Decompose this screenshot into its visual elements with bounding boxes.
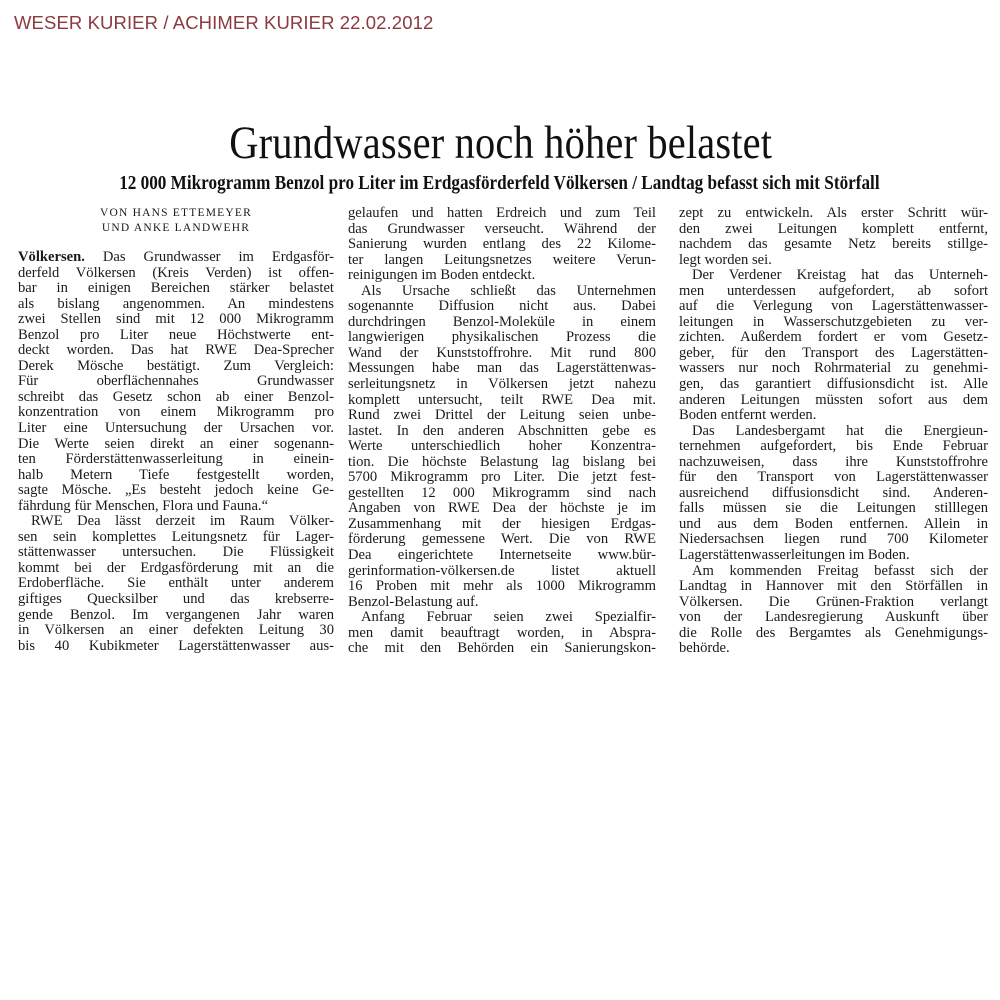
article-line: das Grundwasser verseucht. Während der <box>348 221 656 237</box>
article-line: Sanierung wurden entlang des 22 Kilome- <box>348 237 656 253</box>
article-line: von der Landesregierung Auskunft über <box>679 610 988 626</box>
article-line: konzentration von einem Mikrogramm pro <box>18 405 334 421</box>
article-line: Derek Mösche bestätigt. Zum Vergleich: <box>18 358 334 374</box>
article-line: legt worden sei. <box>679 252 772 268</box>
article-line: falls müssen sie die Leitungen stilllegen <box>679 501 988 517</box>
article-line: men damit beauftragt worden, in Abspra- <box>348 625 656 641</box>
article-line: und aus dem Boden entfernen. Allein in <box>679 516 988 532</box>
article-line: komplett untersucht, teilt RWE Dea mit. <box>348 392 656 408</box>
article-line: halb Metern Tiefe festgestellt worden, <box>18 467 334 483</box>
article-line: Völkersen. Die Grünen-Fraktion verlangt <box>679 594 988 610</box>
article-line: derfeld Völkersen (Kreis Verden) ist offen- <box>18 265 334 281</box>
article-line: Völkersen. Das Grundwasser im Erdgasför- <box>18 250 334 265</box>
article-line: förderung gemessene Wert. Die von RWE <box>348 532 656 548</box>
article-line: Der Verdener Kreistag hat das Unterneh- <box>692 268 988 284</box>
article-line: den zwei Leitungen komplett entfernt, <box>679 221 988 237</box>
article-line: che mit den Behörden ein Sanierungskon- <box>348 641 656 657</box>
article-line: Liter eine Untersuchung der Ursachen vor. <box>18 421 334 437</box>
article-line: die Rolle des Bergamtes als Genehmigungs- <box>679 625 988 641</box>
article-line: wassers nur noch Rohrmaterial zu genehmi- <box>679 361 988 377</box>
article-line: lastet. In den anderen Abschnitten gebe es <box>348 423 656 439</box>
article-line: Lagerstättenwasserleitungen im Boden. <box>679 548 910 564</box>
article-line: reinigungen im Boden entdeckt. <box>348 268 536 284</box>
article-line: nachdem das gesamte Netz bereits stillge- <box>679 237 988 253</box>
article-headline: Grundwasser noch höher belastet <box>229 117 773 169</box>
article-line: zwei Stellen sind mit 12 000 Mikrogramm <box>18 312 334 328</box>
article-line: gestellten 12 000 Mikrogramm sind nach <box>348 485 656 501</box>
article-line: ten Förderstättenwasserleitung in einein- <box>18 452 334 468</box>
publication-source-date: WESER KURIER / ACHIMER KURIER 22.02.2012 <box>14 12 434 33</box>
article-line: Boden entfernt werden. <box>679 408 817 424</box>
article-line: Rund zwei Drittel der Leitung seien unbe- <box>348 408 656 424</box>
article-line: Werte unterschiedlich hoher Konzentra- <box>348 439 656 455</box>
article-line: Messungen habe man das Lagerstättenwas- <box>348 361 656 377</box>
article-line: zept zu entwickeln. Als erster Schritt wür- <box>679 206 988 221</box>
article-line: Benzol pro Liter neue Höchstwerte ent- <box>18 327 334 343</box>
article-line: Niedersachsen liegen rund 700 Kilometer <box>679 532 988 548</box>
article-line: Landtag in Hannover mit den Störfällen in <box>679 579 988 595</box>
article-line: zichten. Außerdem fordert er vom Gesetz- <box>679 330 988 346</box>
article-column-2 <box>348 206 656 657</box>
article-line: giftiges Quecksilber und das krebserre- <box>18 592 334 608</box>
article-line: tion. Die höchste Belastung lag bislang bei <box>348 454 656 470</box>
article-line: nachzuweisen, dass ihre Kunststoffrohre <box>679 454 988 470</box>
article-line: in Völkersen an einer defekten Leitung 30 <box>18 623 334 639</box>
article-line: kommt bei der Erdgasförderung mit an die <box>18 560 334 576</box>
article-line: bar in einigen Bereichen stärker belastet <box>18 281 334 297</box>
article-subtitle: 12 000 Mikrogramm Benzol pro Liter im Erdgasförderfeld Völkersen / Landtag befasst sich mit Störfall <box>119 173 880 194</box>
article-line: anderen Leitungen müssten sofort aus dem <box>679 392 988 408</box>
article-line: sogenannte Diffusion nicht aus. Dabei <box>348 299 656 315</box>
article-line: gelaufen und hatten Erdreich und zum Teil <box>348 206 656 221</box>
article-line: sen sein komplettes Leitungsnetz für Lager- <box>18 529 334 545</box>
byline-line: VON HANS ETTEMEYER <box>100 207 252 219</box>
article-line: 16 Proben mit mehr als 1000 Mikrogramm <box>348 579 656 595</box>
article-line: RWE Dea lässt derzeit im Raum Völker- <box>31 514 334 530</box>
article-line: stättenwasser untersuchen. Die Flüssigkeit <box>18 545 334 561</box>
article-line: Benzol-Belastung auf. <box>348 594 479 610</box>
article-line: Das Landesbergamt hat die Energieun- <box>692 423 988 439</box>
article-line: Wand der Kunststoffrohre. Mit rund 800 <box>348 345 656 361</box>
article-line: Für oberflächennahes Grundwasser <box>18 374 334 390</box>
article-line: fährdung für Menschen, Flora und Fauna.“ <box>18 498 269 514</box>
article-line: schreibt das Gesetz schon ab einer Benzol- <box>18 389 334 405</box>
dateline: Völkersen. <box>18 250 85 265</box>
article-line: Angaben von RWE Dea der höchste je im <box>348 501 656 517</box>
article-line: ternehmen aufgefordert, bis Ende Februar <box>679 439 988 455</box>
article-line: 5700 Mikrogramm pro Liter. Die jetzt fest- <box>348 470 656 486</box>
article-line: langwierigen physikalischen Prozess die <box>348 330 656 346</box>
article-column-1 <box>18 206 334 654</box>
article-line: gende Benzol. Im vergangenen Jahr waren <box>18 607 334 623</box>
article-line: ausreichend diffusionsdicht sind. Anderen- <box>679 485 988 501</box>
article-line: Die Werte seien direkt an einer sogenann- <box>18 436 334 452</box>
article-line: behörde. <box>679 641 730 657</box>
article-line: geber, für den Transport des Lagerstätten- <box>679 345 988 361</box>
article-line: durchdringen Benzol-Moleküle in einem <box>348 314 656 330</box>
article-line: deckt worden. Das hat RWE Dea-Sprecher <box>18 343 334 359</box>
article-line: Anfang Februar seien zwei Spezialfir- <box>361 610 656 626</box>
article-line: für den Transport von Lagerstättenwasser <box>679 470 988 486</box>
article-column-3 <box>679 206 988 657</box>
article-line: Erdoberfläche. Sie enthält unter anderem <box>18 576 334 592</box>
article-line: bis 40 Kubikmeter Lagerstättenwasser aus- <box>18 638 334 654</box>
article-line: Als Ursache schließt das Unternehmen <box>361 283 656 299</box>
article-line: Dea eingerichtete Internetseite www.bür- <box>348 548 656 564</box>
byline-line: UND ANKE LANDWEHR <box>101 222 251 234</box>
article-line: sagte Mösche. „Es besteht jedoch keine Ge- <box>18 483 334 499</box>
article-line: leitungen in Wasserschutzgebieten zu ver- <box>679 314 988 330</box>
article-line: men unterdessen aufgefordert, ab sofort <box>679 283 988 299</box>
article-line: als bislang angenommen. An mindestens <box>18 296 334 312</box>
article-line: auf die Verlegung von Lagerstättenwasser- <box>679 299 988 315</box>
article-line: gen, das garantiert diffusionsdicht ist. Alle <box>679 377 988 393</box>
article-line: ter langen Leitungsnetzes weitere Verun- <box>348 252 656 268</box>
article-line: serleitungsnetz in Völkersen jetzt nahezu <box>348 377 656 393</box>
article-line: Am kommenden Freitag befasst sich der <box>692 563 988 579</box>
article-line: Zusammenhang mit der hiesigen Erdgas- <box>348 516 656 532</box>
article-line: gerinformation-völkersen.de listet aktuell <box>348 563 656 579</box>
